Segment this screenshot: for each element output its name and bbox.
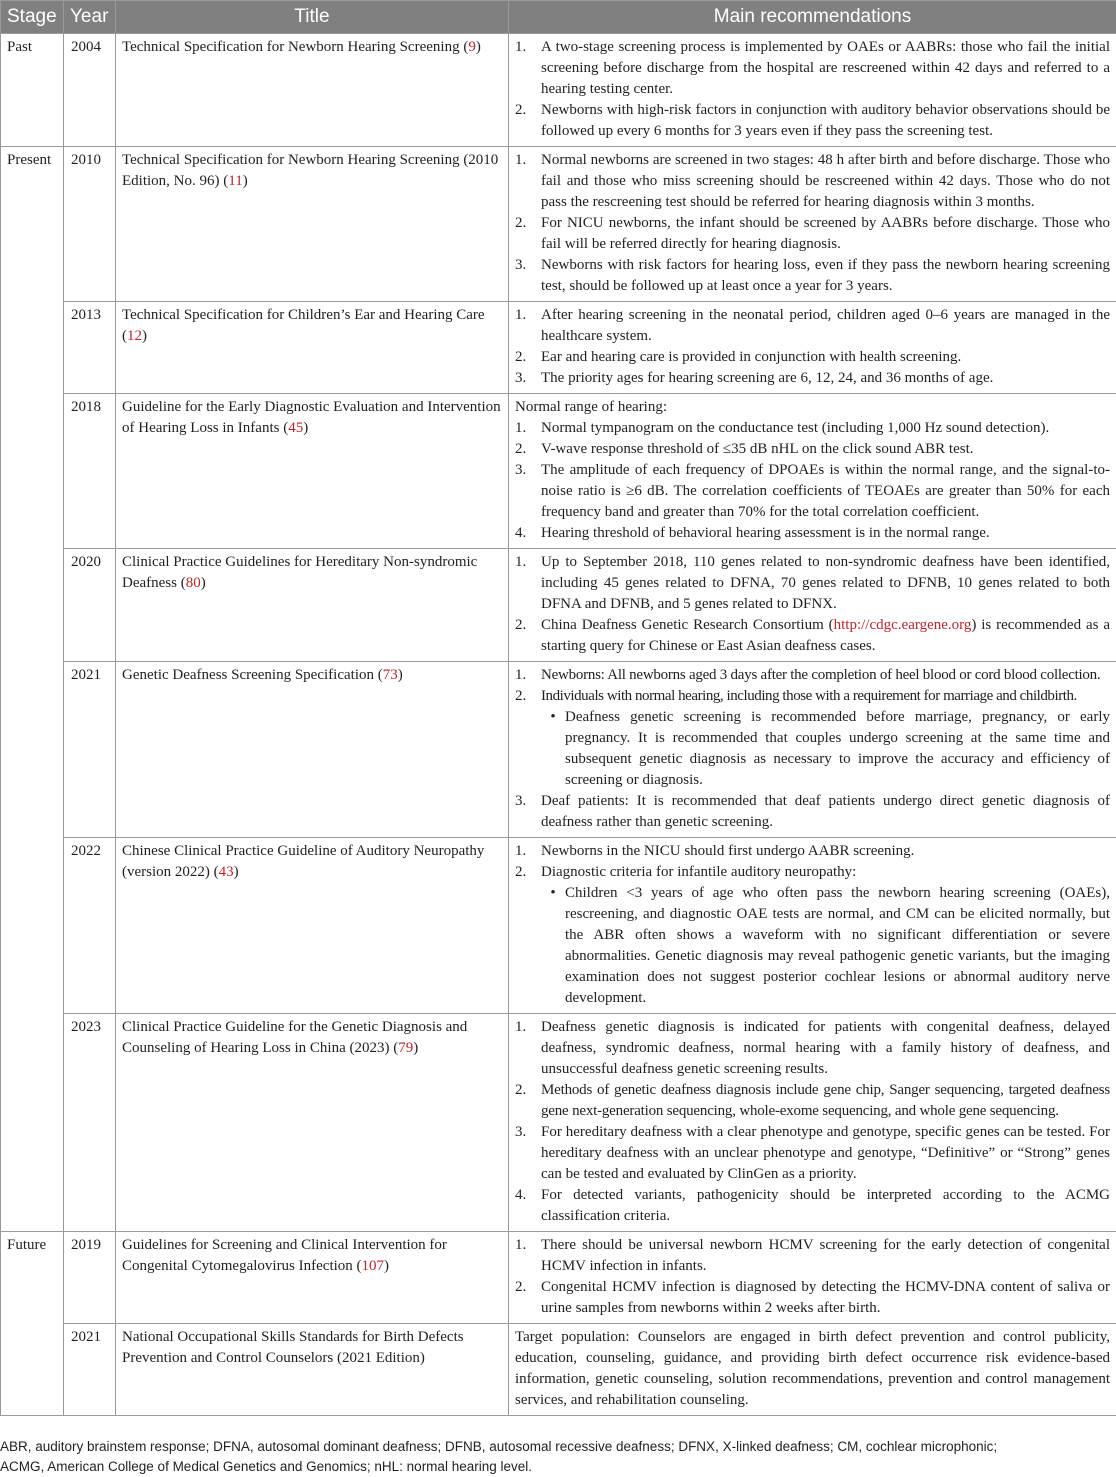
table-row — [1, 394, 1116, 549]
table-footnote — [0, 1437, 1116, 1477]
footnote-line: ABR, auditory brainstem response; DFNA, autosomal dominant deafness; DFNB, autosomal recessive deafness; DFNX, X-linked deafness; CM, cochlear microphonic; — [0, 1439, 998, 1454]
year-cell: 2022 — [64, 838, 116, 1014]
list-item: 1. Newborns: All newborns aged 3 days after the completion of heel blood or cord blood collection. — [515, 667, 1101, 683]
reference-link[interactable]: 9 — [468, 39, 476, 55]
table-row — [1, 1014, 1116, 1232]
list-item: 2. Methods of genetic deafness diagnosis include gene chip, Sanger sequencing, targeted deafness gene next-generation sequencing, whole-exome sequencing, and whole gene sequencing. — [515, 1082, 1110, 1119]
stage-cell — [1, 1014, 64, 1232]
table-row — [1, 302, 1116, 394]
title-cell: Technical Specification for Newborn Hearing Screening (9) — [116, 34, 509, 147]
recommendations-cell — [509, 147, 1116, 302]
reference-link[interactable]: 11 — [228, 173, 243, 189]
table-row — [1, 838, 1116, 1014]
table-row — [1, 1232, 1116, 1324]
table-row — [1, 34, 1116, 147]
title-cell: Technical Specification for Children’s Ear and Hearing Care (12) — [116, 302, 509, 394]
reference-link[interactable]: 73 — [382, 667, 398, 683]
year-cell: 2021 — [64, 662, 116, 838]
list-item: 2. V-wave response threshold of ≤35 dB nHL on the click sound ABR test. — [515, 441, 974, 457]
table-row — [1, 662, 1116, 838]
title-text: Technical Specification for Newborn Hearing Screening — [122, 39, 460, 55]
year-cell: 2018 — [64, 394, 116, 549]
list-item: 2. Ear and hearing care is provided in conjunction with health screening. — [515, 349, 962, 365]
list-item: 1. Normal tympanogram on the conductance test (including 1,000 Hz sound detection). — [515, 420, 1050, 436]
stage-label: Present — [7, 152, 52, 168]
stage-cell — [1, 302, 64, 394]
title-cell: Clinical Practice Guideline for the Genetic Diagnosis and Counseling of Hearing Loss in China (2023) (79) — [116, 1014, 509, 1232]
title-cell: Guidelines for Screening and Clinical Intervention for Congenital Cytomegalovirus Infection (107) — [116, 1232, 509, 1324]
title-text: Technical Specification for Newborn Hearing Screening (2010 Edition, No. 96) — [122, 152, 499, 189]
reference-link[interactable]: 12 — [127, 328, 142, 344]
year-cell: 2021 — [64, 1324, 116, 1416]
list-item: 2. Diagnostic criteria for infantile auditory neuropathy: — [515, 864, 857, 880]
bullet-item: • Children <3 years of age who often pass the newborn hearing screening (OAEs), rescreening, and diagnostic OAE tests are normal, and CM can be elicited normally, but the ABR often shows a waveform with no significant differentiation or severe abnormalities. Genetic diagnosis may reveal pathogenic genetic variants, but the imaging examination does not suggest posterior cochlear lesions or abnormal auditory nerve development. — [515, 883, 1110, 1009]
title-cell: Genetic Deafness Screening Specification (73) — [116, 662, 509, 838]
stage-cell — [1, 147, 64, 302]
title-cell — [116, 1324, 509, 1416]
stage-label: Past — [7, 39, 33, 55]
year-cell: 2013 — [64, 302, 116, 394]
title-cell: Technical Specification for Newborn Hearing Screening (2010 Edition, No. 96) (11) — [116, 147, 509, 302]
list-item: 2. Newborns with high-risk factors in conjunction with auditory behavior observations should be followed up every 6 months for 3 years even if they pass the screening test. — [515, 102, 1110, 139]
header-stage: Stage — [1, 1, 64, 34]
recommendations-cell — [509, 302, 1116, 394]
list-item: 2. Individuals with normal hearing, including those with a requirement for marriage and childbirth. — [515, 688, 1077, 704]
recommendations-cell — [509, 1014, 1116, 1232]
title-text: Clinical Practice Guideline for the Genetic Diagnosis and Counseling of Hearing Loss in China (2023) — [122, 1019, 468, 1056]
bullet-icon: • — [550, 709, 556, 725]
year-cell: 2023 — [64, 1014, 116, 1232]
list-item: 2. For NICU newborns, the infant should be screened by AABRs before discharge. Those who fail will be referred directly for hearing diagnosis. — [515, 215, 1110, 252]
list-item: 1. Normal newborns are screened in two stages: 48 h after birth and before discharge. Those who fail and those who miss screening should be rescreened within 42 days. Those who do not pass the rescreening test should be referred for hearing diagnosis within 3 months. — [515, 152, 1110, 210]
header-row — [1, 1, 1116, 34]
list-item: 1. Deafness genetic diagnosis is indicated for patients with congenital deafness, delayed deafness, syndromic deafness, normal hearing with a family history of deafness, and unsuccessful deafness genetic screening results. — [515, 1019, 1110, 1077]
year-cell: 2019 — [64, 1232, 116, 1324]
list-item: 1. Up to September 2018, 110 genes related to non-syndromic deafness have been identified, including 45 genes related to DFNA, 70 genes related to DFNB, 10 genes related to both DFNA and DFNB, and 5 genes related to DFNX. — [515, 554, 1110, 612]
list-item: 1. After hearing screening in the neonatal period, children aged 0–6 years are managed in the healthcare system. — [515, 307, 1110, 344]
year-cell: 2020 — [64, 549, 116, 662]
stage-cell — [1, 1232, 64, 1324]
list-item: 3. Newborns with risk factors for hearing loss, even if they pass the newborn hearing screening test, should be followed up at least once a year for 3 years. — [515, 257, 1110, 294]
table-row — [1, 147, 1116, 302]
recommendations-cell — [509, 1232, 1116, 1324]
recommendations-cell — [509, 1324, 1116, 1416]
bullet-icon: • — [550, 885, 556, 901]
title-text: Genetic Deafness Screening Specification — [122, 667, 374, 683]
recommendations-cell — [509, 662, 1116, 838]
header-year: Year — [64, 1, 116, 34]
reference-link[interactable]: 45 — [288, 420, 304, 436]
stage-label: Future — [7, 1237, 47, 1253]
year-cell: 2010 — [64, 147, 116, 302]
table-row — [1, 549, 1116, 662]
title-text: Clinical Practice Guidelines for Hereditary Non-syndromic Deafness — [122, 554, 478, 591]
reference-link[interactable]: 107 — [361, 1258, 385, 1274]
recommendations-cell — [509, 394, 1116, 549]
list-item: 1. There should be universal newborn HCMV screening for the early detection of congenital HCMV infection in infants. — [515, 1237, 1110, 1274]
stage-cell — [1, 34, 64, 147]
list-item: 1. A two-stage screening process is implemented by OAEs or AABRs: those who fail the initial screening before discharge from the hospital are rescreened within 42 days and referred to a hearing testing center. — [515, 39, 1110, 97]
title-cell: Guideline for the Early Diagnostic Evaluation and Intervention of Hearing Loss in Infants (45) — [116, 394, 509, 549]
reference-link[interactable]: 43 — [218, 864, 234, 880]
footnote-line: ACMG, American College of Medical Genetics and Genomics; nHL: normal hearing level. — [0, 1459, 532, 1474]
header-title: Title — [116, 1, 509, 34]
stage-cell — [1, 838, 64, 1014]
title-text: Technical Specification for Children’s Ear and Hearing Care — [122, 307, 485, 323]
list-item: 2. Congenital HCMV infection is diagnosed by detecting the HCMV-DNA content of saliva or urine samples from newborns within 2 weeks after birth. — [515, 1279, 1110, 1316]
list-item: 4. For detected variants, pathogenicity should be interpreted according to the ACMG classification criteria. — [515, 1187, 1110, 1224]
cdgc-url-link[interactable]: http://cdgc.eargene.org — [833, 617, 972, 633]
title-text: Guideline for the Early Diagnostic Evaluation and Intervention of Hearing Loss in Infants — [122, 399, 501, 436]
stage-cell — [1, 394, 64, 549]
list-item: 3. The priority ages for hearing screening are 6, 12, 24, and 36 months of age. — [515, 370, 994, 386]
reference-link[interactable]: 79 — [398, 1040, 414, 1056]
stage-cell — [1, 1324, 64, 1416]
list-item: 3. The amplitude of each frequency of DPOAEs is within the normal range, and the signal-to-noise ratio is ≥6 dB. The correlation coefficients of TEOAEs are greater than 50% for each frequency band and greater than 70% for the total correlation coefficient. — [515, 462, 1110, 520]
recommendations-cell — [509, 549, 1116, 662]
title-text: Guidelines for Screening and Clinical Intervention for Congenital Cytomegalovirus Infection — [122, 1237, 447, 1274]
intro-text: Target population: Counselors are engaged in birth defect prevention and control publicity, education, counseling, guidance, and providing birth defect occurrence risk evidence-based information, genetic counseling, solution recommendations, prevention and control management services, and rehabilitation counseling. — [515, 1329, 1110, 1408]
title-cell: Clinical Practice Guidelines for Hereditary Non-syndromic Deafness (80) — [116, 549, 509, 662]
title-text: National Occupational Skills Standards for Birth Defects Prevention and Control Counselors (2021 Edition) — [122, 1329, 464, 1366]
list-item: 3. For hereditary deafness with a clear phenotype and genotype, specific genes can be tested. For hereditary deafness with an unclear phenotype and genotype, “Definitive” or “Strong” genes can be tested and evaluated by ClinGen as a priority. — [515, 1124, 1110, 1182]
stage-cell — [1, 662, 64, 838]
list-item: 1. Newborns in the NICU should first undergo AABR screening. — [515, 843, 915, 859]
stage-cell — [1, 549, 64, 662]
bullet-item: • Deafness genetic screening is recommended before marriage, pregnancy, or early pregnancy. It is recommended that couples undergo screening at the same time and subsequent genetic diagnosis as necessary to improve the accuracy and efficiency of screening or diagnosis. — [515, 707, 1110, 791]
title-text: Chinese Clinical Practice Guideline of Auditory Neuropathy (version 2022) — [122, 843, 485, 880]
title-cell: Chinese Clinical Practice Guideline of Auditory Neuropathy (version 2022) (43) — [116, 838, 509, 1014]
recommendations-cell — [509, 838, 1116, 1014]
year-cell: 2004 — [64, 34, 116, 147]
list-item: 3. Deaf patients: It is recommended that deaf patients undergo direct genetic diagnosis of deafness rather than genetic screening. — [515, 793, 1110, 830]
recommendations-cell — [509, 34, 1116, 147]
table-row — [1, 1324, 1116, 1416]
header-recommendations: Main recommendations — [509, 1, 1116, 34]
intro-text: Normal range of hearing: — [515, 399, 668, 415]
list-item: 4. Hearing threshold of behavioral hearing assessment is in the normal range. — [515, 525, 990, 541]
list-item: 2. China Deafness Genetic Research Consortium (http://cdgc.eargene.org) is recommended as a starting query for Chinese or East Asian deafness cases. — [515, 617, 1110, 654]
reference-link[interactable]: 80 — [185, 575, 201, 591]
